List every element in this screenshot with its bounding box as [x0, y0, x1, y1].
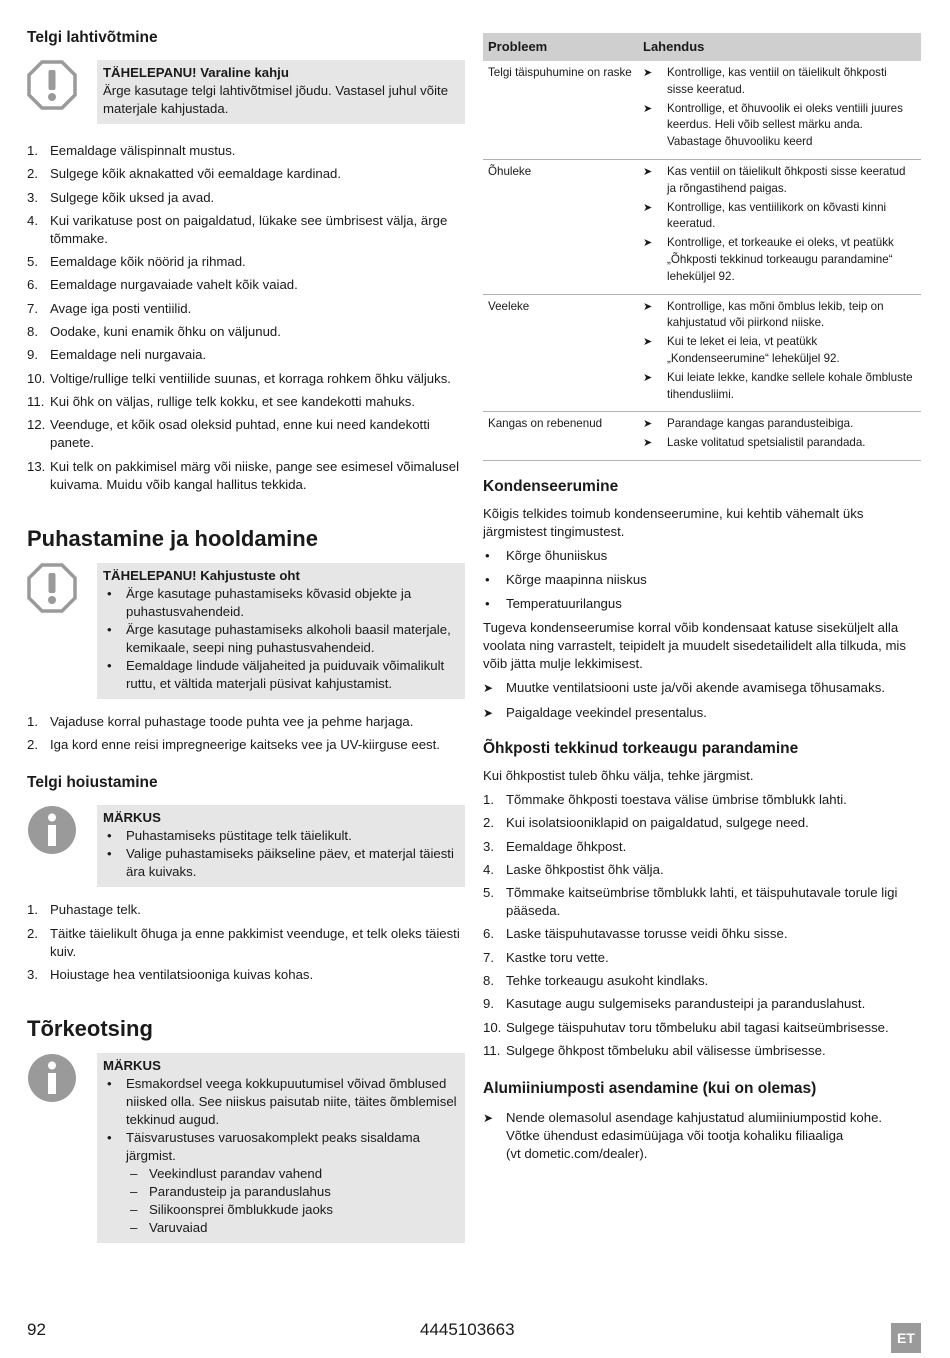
note-text: Ärge kasutage telgi lahtivõtmisel jõudu. Vastasel juhul võite materjale kahjustada. — [103, 83, 449, 116]
condensation-actions — [483, 679, 921, 722]
note-list — [103, 827, 459, 881]
problem-cell: Õhuleke — [483, 159, 638, 294]
spare-parts-list — [103, 1165, 459, 1237]
list-item: 5. Tõmmake kaitseümbrise tõmblukk lahti, et täispuhutavale torule ligi pääseda. — [483, 885, 898, 919]
note-box — [97, 563, 465, 699]
document-number: 4445103663 — [420, 1320, 515, 1339]
list-item: 2. Sulgege kõik aknakatted või eemaldage kardinad. — [27, 166, 342, 182]
list-item: 11. Kui õhk on väljas, rullige telk kokku, et see kandekotti mahuks. — [27, 393, 416, 409]
list-item: 6. Laske täispuhutavasse torusse veidi õhku sisse. — [483, 926, 788, 942]
list-item: 4. Kui varikatuse post on paigaldatud, lükake see ümbrisest välja, ärge tõmmake. — [27, 212, 448, 246]
info-icon — [27, 805, 77, 855]
section-title-dismantle: Telgi lahtivõtmine — [27, 29, 158, 46]
list-item: ➤ Kontrollige, et õhuvoolik ei oleks ventiili juures keerdus. Heli võib sellest märku anda. Vabastage õhuvooliku keerd — [643, 101, 916, 151]
warning-octagon-icon — [27, 563, 77, 613]
list-item: 3. Eemaldage õhkpost. — [483, 838, 627, 854]
list-item: 7. Kastke toru vette. — [483, 949, 609, 965]
list-item: ➤ Laske volitatud spetsialistil parandada. — [643, 435, 916, 452]
problem-cell: Veeleke — [483, 294, 638, 412]
list-item: 10. Voltige/rullige telki ventiilide suunas, et korraga rohkem õhku väljuks. — [27, 370, 451, 386]
problem-cell: Kangas on rebenenud — [483, 412, 638, 461]
note-title: MÄRKUS — [103, 810, 161, 826]
section-title-puncture-repair: Õhkposti tekkinud torkeaugu parandamine — [483, 739, 799, 757]
list-item: • Kõrge maapinna niiskus — [483, 571, 921, 589]
table-row — [483, 159, 921, 294]
list-item: 8. Oodake, kuni enamik õhku on väljunud. — [27, 324, 281, 340]
condensation-conditions — [483, 547, 921, 613]
table-header-row — [483, 33, 921, 61]
list-item: 10. Sulgege täispuhutav toru tõmbeluku abil tagasi kaitseümbrisesse. — [483, 1019, 889, 1035]
list-item: 12. Veenduge, et kõik osad oleksid puhtad, enne kui need kandekotti panete. — [27, 417, 430, 451]
right-column — [483, 33, 921, 1170]
list-item: • Valige puhastamiseks päikseline päev, et materjal täiesti ära kuivaks. — [103, 845, 459, 881]
list-item: ➤ Parandage kangas parandusteibiga. — [643, 416, 916, 433]
problem-cell: Telgi täispuhumine on raske — [483, 61, 638, 159]
list-item: • Ärge kasutage puhastamiseks alkoholi baasil materjale, kemikaale, seepi ning puhastusvahendeid. — [103, 621, 459, 657]
list-item: ➤ Kui te leket ei leia, vt peatükk „Kondenseerumine“ leheküljel 92. — [643, 334, 916, 368]
note-box — [97, 805, 465, 887]
list-item: 1. Eemaldage välispinnalt mustus. — [27, 143, 236, 158]
list-item: – Silikoonsprei õmblukkude jaoks — [126, 1201, 459, 1219]
list-item: 1. Vajaduse korral puhastage toode puhta vee ja pehme harjaga. — [27, 713, 414, 729]
dismantle-steps — [27, 142, 465, 494]
condensation-paragraph: Tugeva kondenseerumise korral võib kondensaat katuse siseküljelt alla voolata ning varrastelt, teipidelt ja muudelt sisedetailidelt alla tilkuda, mis võib jätta mulje lekkimisest. — [483, 619, 906, 671]
cleaning-steps — [27, 713, 465, 754]
list-item: 2. Iga kord enne reisi impregneerige kaitseks vee ja UV-kiirguse eest. — [27, 737, 440, 753]
language-badge: ET — [891, 1323, 921, 1353]
list-item: 7. Avage iga posti ventiilid. — [27, 300, 192, 316]
note-title: TÄHELEPANU! Kahjustuste oht — [103, 567, 300, 583]
warning-octagon-icon — [27, 60, 77, 110]
list-item: • Eemaldage lindude väljaheited ja puiduvaik võimalikult ruttu, et vältida materjali püsivat kahjustamist. — [103, 657, 459, 693]
info-note-storage — [27, 805, 465, 887]
warning-note-damage-risk — [27, 563, 465, 699]
list-item: ➤ Paigaldage veekindel presentalus. — [483, 704, 921, 722]
table-row — [483, 294, 921, 412]
storage-steps — [27, 901, 465, 984]
list-item: • Täisvarustuses varuosakomplekt peaks sisaldama järgmist. — [103, 1129, 459, 1165]
troubleshooting-table — [483, 33, 921, 461]
info-icon — [27, 1053, 77, 1103]
column-header-problem: Probleem — [483, 33, 638, 61]
list-item: – Varuvaiad — [126, 1219, 459, 1237]
list-item: • Esmakordsel veega kokkupuutumisel võivad õmblused niisked olla. See niiskus paisutab niite, täites õmblemisel tekkinud augud. — [103, 1075, 459, 1129]
warning-note-property-damage — [27, 60, 465, 124]
list-item: 2. Kui isolatsiooniklapid on paigaldatud, sulgege need. — [483, 815, 809, 831]
left-column — [27, 28, 465, 1253]
list-item: 9. Eemaldage neli nurgavaia. — [27, 347, 207, 363]
note-box — [97, 60, 465, 124]
list-item: ➤ Kui leiate lekke, kandke sellele kohale õmbluste tihendusliimi. — [643, 370, 916, 404]
solution-cell — [638, 294, 921, 412]
table-row — [483, 61, 921, 159]
list-item: ➤ Kontrollige, kas ventiilikork on kõvasti kinni keeratud. — [643, 200, 916, 234]
page-number: 92 — [27, 1320, 46, 1339]
table-row — [483, 412, 921, 461]
list-item: • Puhastamiseks püstitage telk täielikult. — [103, 827, 459, 845]
list-item: • Kõrge õhuniiskus — [483, 547, 921, 565]
list-item: 3. Hoiustage hea ventilatsiooniga kuivas kohas. — [27, 967, 314, 983]
solution-cell — [638, 159, 921, 294]
list-item: ➤ Muutke ventilatsiooni uste ja/või akende avamisega tõhusamaks. — [483, 679, 921, 697]
list-item: ➤ Kas ventiil on täielikult õhkposti sisse keeratud ja rõngastihend paigas. — [643, 164, 916, 198]
list-item: 5. Eemaldage kõik nöörid ja rihmad. — [27, 254, 246, 270]
list-item: ➤ Kontrollige, kas mõni õmblus lekib, teip on kahjustatud või piirkond niiske. — [643, 299, 916, 333]
list-item: ➤ Kontrollige, et torkeauke ei oleks, vt peatükk „Õhkposti tekkinud torkeaugu parandamine“ leheküljel 92. — [643, 235, 916, 285]
note-box — [97, 1053, 465, 1243]
info-note-troubleshooting — [27, 1053, 465, 1243]
section-title-aluminium-pole: Alumiiniumposti asendamine (kui on olemas) — [483, 1080, 817, 1098]
list-item: 1. Puhastage telk. — [27, 902, 141, 918]
note-list — [103, 1075, 459, 1165]
list-item: – Parandusteip ja paranduslahus — [126, 1183, 459, 1201]
repair-steps — [483, 791, 921, 1060]
note-title: TÄHELEPANU! Varaline kahju — [103, 65, 289, 80]
list-item: 3. Sulgege kõik uksed ja avad. — [27, 189, 215, 205]
list-item: • Temperatuurilangus — [483, 595, 921, 613]
condensation-intro: Kõigis telkides toimub kondenseerumine, kui kehtib vähemalt üks järgmistest tingimustest. — [483, 505, 864, 539]
list-item: 13. Kui telk on pakkimisel märg või niiske, pange see esimesel võimalusel kuivama. Muidu võib kangal hallitus tekkida. — [27, 458, 459, 492]
list-item: 11. Sulgege õhkpost tõmbeluku abil välisesse ümbrisesse. — [483, 1042, 826, 1058]
list-item: 6. Eemaldage nurgavaiade vahelt kõik vaiad. — [27, 277, 298, 293]
section-title-cleaning: Puhastamine ja hooldamine — [27, 525, 318, 551]
list-item: 4. Laske õhkpostist õhk välja. — [483, 861, 664, 877]
list-item: ➤ Kontrollige, kas ventiil on täielikult õhkposti sisse keeratud. — [643, 65, 916, 99]
column-header-solution: Lahendus — [638, 33, 921, 61]
list-item: 9. Kasutage augu sulgemiseks parandusteipi ja paranduslahust. — [483, 996, 866, 1012]
solution-cell — [638, 412, 921, 461]
section-title-condensation: Kondenseerumine — [483, 477, 619, 495]
list-item: • Ärge kasutage puhastamiseks kõvasid objekte ja puhastusvahendeid. — [103, 585, 459, 621]
repair-intro: Kui õhkpostist tuleb õhku välja, tehke järgmist. — [483, 767, 754, 783]
list-item: – Veekindlust parandav vahend — [126, 1165, 459, 1183]
list-item: 2. Täitke täielikult õhuga ja enne pakkimist veenduge, et telk oleks täiesti kuiv. — [27, 925, 460, 959]
list-item: 8. Tehke torkeaugu asukoht kindlaks. — [483, 973, 709, 989]
aluminium-pole-actions — [483, 1109, 921, 1163]
note-list — [103, 585, 459, 693]
list-item: 1. Tõmmake õhkposti toestava välise ümbrise tõmblukk lahti. — [483, 791, 847, 807]
note-title: MÄRKUS — [103, 1058, 161, 1074]
section-title-storage: Telgi hoiustamine — [27, 774, 158, 792]
list-item: ➤ Nende olemasolul asendage kahjustatud alumiiniumpostid kohe. Võtke ühendust edasimüüjaga või tootja kohaliku filiaaliga (vt dometic.com/dealer). — [483, 1109, 921, 1163]
solution-cell — [638, 61, 921, 159]
section-title-troubleshooting: Tõrkeotsing — [27, 1016, 153, 1042]
